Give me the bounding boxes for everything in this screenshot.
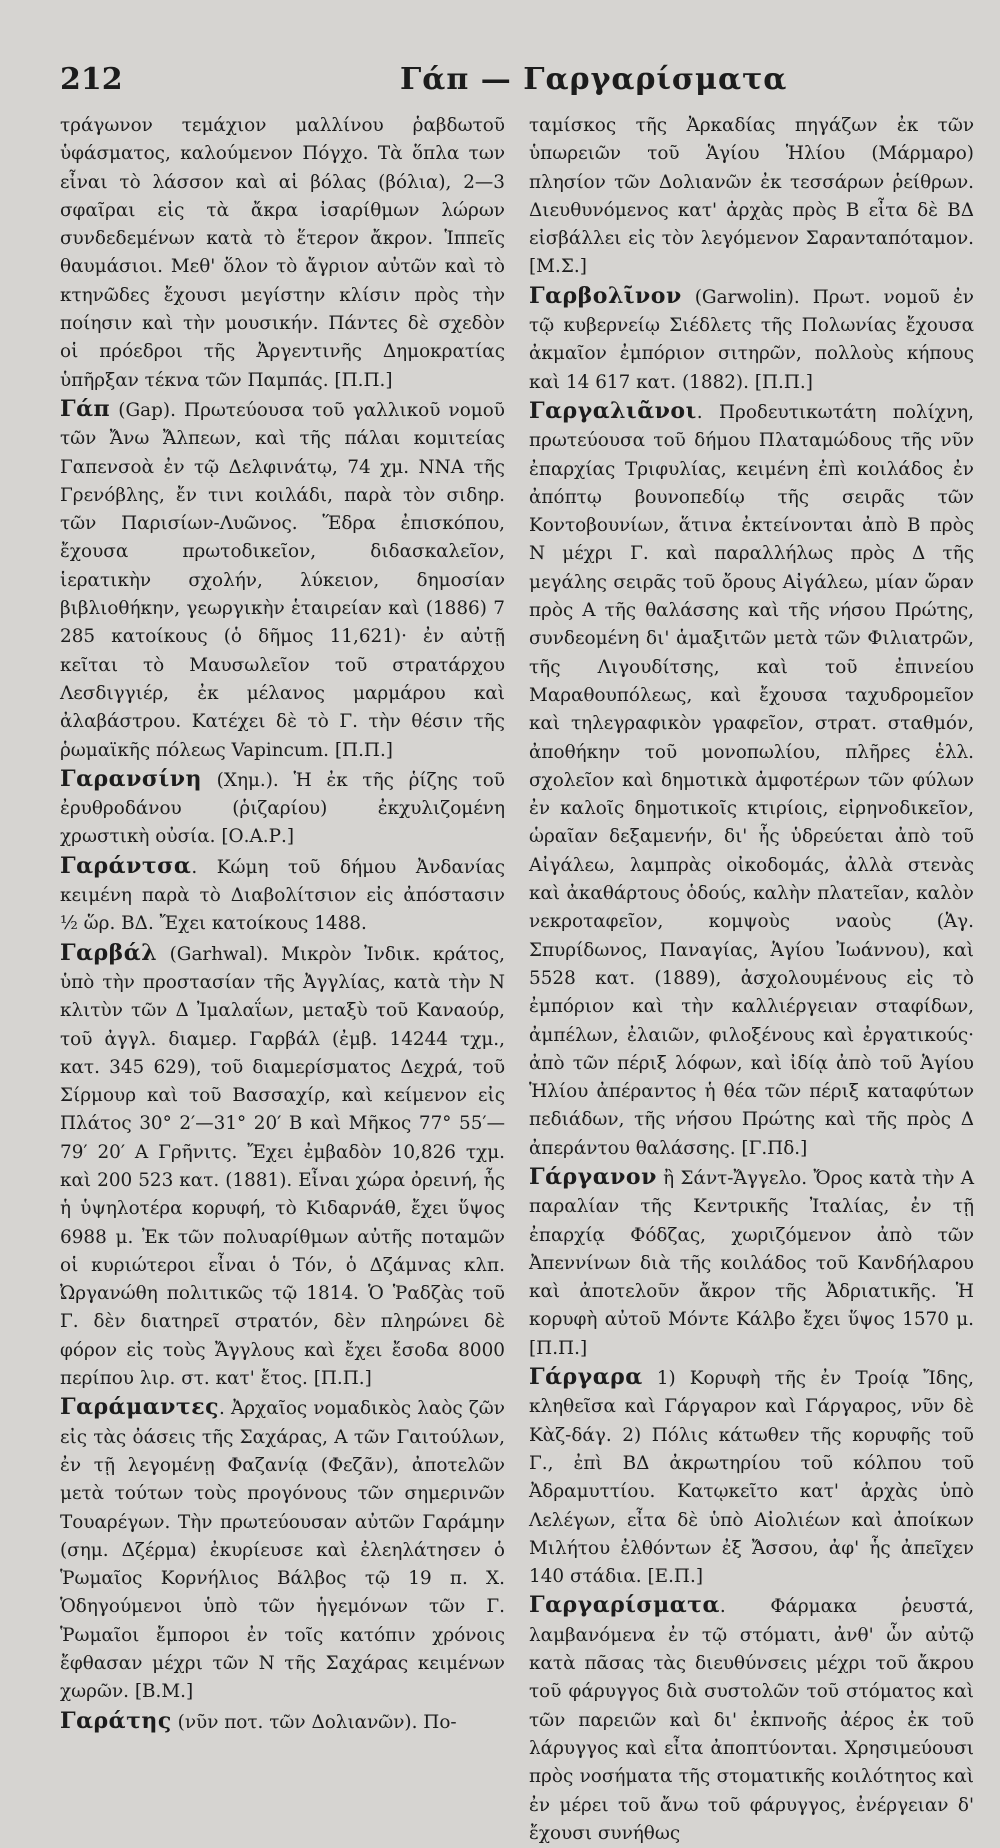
- entry-headword: Γάργανον: [529, 1163, 657, 1190]
- entry-headword: Γαράτης: [60, 1707, 172, 1734]
- entry-text: (Garhwal). Μικρὸν Ἰνδικ. κράτος, ὑπὸ τὴν προστασίαν τῆς Ἀγγλίας, κατὰ τὴν Ν κλιτὺν τῶν Δ Ἰμαλαΐων, μεταξὺ τοῦ Καναούρ, τοῦ ἀγγλ. διαμερ. Γαρβάλ (ἐμβ. 14244 τχμ., κατ. 345 629), τοῦ διαμερίσματος Δεχρά, τοῦ Σίρμουρ καὶ τοῦ Βασσαχίρ, καὶ κείμενον εἰς Πλάτος 30° 2′—31° 20′ Β καὶ Μῆκος 77° 55′—79′ 20′ Α Γρῆνιτς. Ἔχει ἐμβαδὸν 10,826 τχμ. καὶ 200 523 κατ. (1881). Εἶναι χώρα ὀρεινή, ἧς ἡ ὑψηλοτέρα κορυφή, τὸ Κιδαρνάθ, ἔχει ὕψος 6988 μ. Ἐκ τῶν πολυαρίθμων αὐτῆς ποταμῶν οἱ κυριώτεροι εἶναι ὁ Τόν, ὁ Δζάμνας κλπ. Ὠργανώθη πολιτικῶς τῷ 1814. Ὁ Ῥαδζὰς τοῦ Γ. δὲν διατηρεῖ στρατόν, δὲν πληρώνει δὲ φόρον εἰς τοὺς Ἄγγλους καὶ ἔχει ἔσοδα 8000 περίπου λιρ. στ. κατ' ἔτος. [Π.Π.]: [60, 943, 505, 1390]
- dictionary-entry: [60, 1393, 505, 1706]
- entry-text: ταμίσκος τῆς Ἀρκαδίας πηγάζων ἐκ τῶν ὑπωρειῶν τοῦ Ἁγίου Ἡλίου (Μάρμαρο) πλησίον τῶν Δολιανῶν ἐκ τεσσάρων ῥείθρων. Διευθυνόμενος κατ' ἀρχὰς πρὸς Β εἶτα δὲ ΒΔ εἰσβάλλει εἰς τὸν λεγόμενον Σαρανταπόταμον. [Μ.Σ.]: [529, 115, 974, 278]
- dictionary-entry: [529, 282, 974, 397]
- entry-headword: Γαρβολῖνον: [529, 282, 682, 309]
- page-header: [60, 62, 978, 102]
- dictionary-entry: [529, 112, 974, 282]
- entry-text: . Ἀρχαῖος νομαδικὸς λαὸς ζῶν εἰς τὰς ὀάσεις τῆς Σαχάρας, Α τῶν Γαιτούλων, ἐν τῇ λεγομένῃ Φαζανίᾳ (Φεζᾶν), ἀποτελῶν μετὰ τούτων τοὺς προγόνους τῶν σημερινῶν Τουαρέγων. Τὴν πρωτεύουσαν αὐτῶν Γαράμην (σημ. Δζέρμα) ἐκυρίευσε καὶ ἐλεηλάτησεν ὁ Ῥωμαῖος Κορνήλιος Βάλβος τῷ 19 π. Χ. Ὁδηγούμενοι ὑπὸ τῶν ἡγεμόνων τῶν Γ. Ῥωμαῖοι ἔμποροι ἐν τοῖς κατόπιν χρόνοις ἔφθασαν μέχρι τῶν Ν τῆς Σαχάρας κειμένων χωρῶν. [Β.Μ.]: [60, 1398, 505, 1703]
- entry-text: τράγωνον τεμάχιον μαλλίνου ῥαβδωτοῦ ὑφάσματος, καλούμενον Πόγχο. Τὰ ὅπλα των εἶναι τὸ λάσσον καὶ αἱ βόλας (βόλια), 2—3 σφαῖραι εἰς τὰ ἄκρα ἰσαρίθμων λώρων συνδεδεμένων κατὰ τὸ ἕτερον ἄκρον. Ἱππεῖς θαυμάσιοι. Μεθ' ὅλον τὸ ἄγριον αὐτῶν καὶ τὸ κτηνῶδες ἔχουσι μεγίστην κλίσιν πρὸς τὴν ποίησιν καὶ τὴν μουσικήν. Πάντες δὲ σχεδὸν οἱ πρόεδροι τῆς Ἀργεντινῆς Δημοκρατίας ὑπῆρξαν τέκνα τῶν Παμπάς. [Π.Π.]: [60, 115, 505, 391]
- entry-text: . Φάρμακα ῥευστά, λαμβανόμενα ἐν τῷ στόματι, ἀνθ' ὧν αὐτῷ κατὰ πᾶσας τὰς διευθύνσεις μέχρι τοῦ ἄκρου τοῦ φάρυγγος διὰ συστολῶν τοῦ στόματος καὶ τῶν παρειῶν καὶ δι' ἐκπνοῆς ἀέρος ἐκ τοῦ λάρυγγος καὶ εἶτα ἀποπτύονται. Χρησιμεύουσι πρὸς νοσήματα τῆς στοματικῆς κοιλότητος καὶ ἐν μέρει τοῦ ἄνω τοῦ φάρυγγος, ἐνέργειαν δ' ἔχουσι συνήθως: [529, 1596, 974, 1844]
- entry-text: (νῦν ποτ. τῶν Δολιανῶν). Πο-: [171, 1711, 457, 1733]
- entry-text: (Gap). Πρωτεύουσα τοῦ γαλλικοῦ νομοῦ τῶν Ἄνω Ἄλπεων, καὶ τῆς πάλαι κομιτείας Γαπενσοὰ ἐν τῷ Δελφινάτῳ, 74 χμ. ΝΝΑ τῆς Γρενόβλης, ἔν τινι κοιλάδι, παρὰ τὸν σιδηρ. τῶν Παρισίων-Λυῶνος. Ἕδρα ἐπισκόπου, ἔχουσα πρωτοδικεῖον, διδασκαλεῖον, ἱερατικὴν σχολήν, λύκειον, δημοσίαν βιβλιοθήκην, γεωργικὴν ἑταιρείαν καὶ (1886) 7 285 κατοίκους (ὁ δῆμος 11,621)· ἐν αὐτῇ κεῖται τὸ Μαυσωλεῖον τοῦ στρατάρχου Λεσδιγγιέρ, ἐκ μέλανος μαρμάρου καὶ ἀλαβάστρου. Κατέχει δὲ τὸ Γ. τὴν θέσιν τῆς ῥωμαϊκῆς πόλεως Vapincum. [Π.Π.]: [60, 399, 505, 761]
- page-number: 212: [60, 62, 123, 97]
- running-head: Γάπ — Γαργαρίσματα: [400, 62, 788, 97]
- entry-headword: Γαρβάλ: [60, 939, 158, 966]
- left-column: [60, 112, 505, 1848]
- dictionary-entry: [529, 1591, 974, 1848]
- entry-headword: Γαργαρίσματα: [529, 1592, 720, 1619]
- dictionary-entry: [60, 765, 505, 852]
- entry-headword: Γαρανσίνη: [60, 765, 202, 792]
- entry-headword: Γαράντσα: [60, 852, 192, 879]
- entry-headword: Γαράμαντες: [60, 1394, 219, 1421]
- entry-headword: Γάπ: [60, 395, 111, 422]
- dictionary-entry: [529, 397, 974, 1163]
- dictionary-entry: [60, 939, 505, 1394]
- entry-text: (Χημ.). Ἡ ἐκ τῆς ῥίζης τοῦ ἐρυθροδάνου (ῥιζαρίου) ἐκχυλιζομένη χρωστικὴ οὐσία. [Ο.Α.Ρ.]: [60, 769, 505, 848]
- entry-text: . Προδευτικωτάτη πολίχνη, πρωτεύουσα τοῦ δήμου Πλαταμώδους τῆς νῦν ἐπαρχίας Τριφυλίας, κειμένη ἐπὶ κοιλάδος ἐν ἀπόπτῳ βουνοπεδίῳ τῆς σειρᾶς τῶν Κοντοβουνίων, ἅτινα ἐκτείνονται ἀπὸ Β πρὸς Ν μέχρι Γ. καὶ παραλλήλως πρὸς Δ τῆς μεγάλης σειρᾶς τοῦ ὄρους Αἰγάλεω, μίαν ὥραν πρὸς Α τῆς θαλάσσης καὶ τῆς νήσου Πρώτης, συνδεομένη δι' ἁμαξιτῶν μετὰ τῶν Φιλιατρῶν, τῆς Λιγουδίτσης, καὶ τοῦ ἐπινείου Μαραθουπόλεως, καὶ ἔχουσα ταχυδρομεῖον καὶ τηλεγραφικὸν γραφεῖον, στρατ. σταθμόν, ἀποθήκην τοῦ μονοπωλίου, πλῆρες ἑλλ. σχολεῖον καὶ δημοτικὰ ἀμφοτέρων τῶν φύλων ἐν καλοῖς δημοτικοῖς κτιρίοις, εἰρηνοδικεῖον, ὡραῖαν δεξαμενήν, δι' ἧς ὑδρεύεται ἀπὸ τοῦ Αἰγάλεω, λαμπρὰς οἰκοδομάς, ἀλλὰ στενὰς καὶ ἀκαθάρτους ὁδούς, καλὴν πλατεῖαν, καλὸν νεκροταφεῖον, κομψοὺς ναοὺς (Ἁγ. Σπυρίδωνος, Παναγίας, Ἁγίου Ἰωάννου), καὶ 5528 κατ. (1889), ἀσχολουμένους εἰς τὸ ἐμπόριον καὶ τὴν καλλιέργειαν σταφίδων, ἀμπέλων, ἐλαιῶν, φιλοξένους καὶ ἐργατικούς· ἀπὸ τῶν πέριξ λόφων, καὶ ἰδίᾳ ἀπὸ τοῦ Ἁγίου Ἡλίου ἀπέραντος ἡ θέα τῶν πέριξ καταφύτων πεδιάδων, τῆς νήσου Πρώτης καὶ τῆς πρὸς Δ ἀπεράντου θαλάσσης. [Γ.Πδ.]: [529, 401, 974, 1159]
- right-column: [529, 112, 974, 1848]
- dictionary-entry: [529, 1163, 974, 1363]
- entry-headword: Γαργαλιᾶνοι: [529, 397, 697, 424]
- text-columns: [60, 112, 978, 1848]
- dictionary-entry: [529, 1363, 974, 1591]
- entry-text: 1) Κορυφὴ τῆς ἐν Τροίᾳ Ἴδης, κληθεῖσα καὶ Γάργαρον καὶ Γάργαρος, νῦν δὲ Κὰζ-δάγ. 2) Πόλις κάτωθεν τῆς κορυφῆς τοῦ Γ., ἐπὶ ΒΔ ἀκρωτηρίου τοῦ κόλπου τοῦ Ἀδραμυττίου. Κατῳκεῖτο κατ' ἀρχὰς ὑπὸ Λελέγων, εἶτα δὲ ὑπὸ Αἰολιέων καὶ ἀποίκων Μιλήτου ἐλθόντων ἐξ Ἄσσου, ἀφ' ἧς ἀπεῖχεν 140 στάδια. [Ε.Π.]: [529, 1368, 974, 1588]
- entry-headword: Γάργαρα: [529, 1364, 643, 1391]
- entry-text: . Κώμη τοῦ δήμου Ἀνδανίας κειμένη παρὰ τὸ Διαβολίτσιον εἰς ἀπόστασιν ½ ὥρ. ΒΔ. Ἔχει κατοίκους 1488.: [60, 856, 505, 935]
- entry-text: (Garwolin). Πρωτ. νομοῦ ἐν τῷ κυβερνείῳ Σιέδλετς τῆς Πολωνίας ἔχουσα ἀκμαῖον ἐμπόριον σιτηρῶν, πολλοὺς κήπους καὶ 14 617 κατ. (1882). [Π.Π.]: [529, 286, 974, 393]
- entry-text: ἢ Σάντ-Ἄγγελο. Ὄρος κατὰ τὴν Α παραλίαν τῆς Κεντρικῆς Ἰταλίας, ἐν τῇ ἐπαρχίᾳ Φόδζας, χωριζόμενον ἀπὸ τῶν Ἀπεννίνων διὰ τῆς κοιλάδος τοῦ Κανδήλαρου καὶ ἀποτελοῦν ἄκρον τῆς Ἀδριατικῆς. Ἡ κορυφὴ αὐτοῦ Μόντε Κάλβο ἔχει ὕψος 1570 μ. [Π.Π.]: [529, 1167, 974, 1359]
- dictionary-entry: [60, 852, 505, 939]
- dictionary-entry: [60, 112, 505, 395]
- dictionary-entry: [60, 395, 505, 765]
- dictionary-entry: [60, 1707, 505, 1737]
